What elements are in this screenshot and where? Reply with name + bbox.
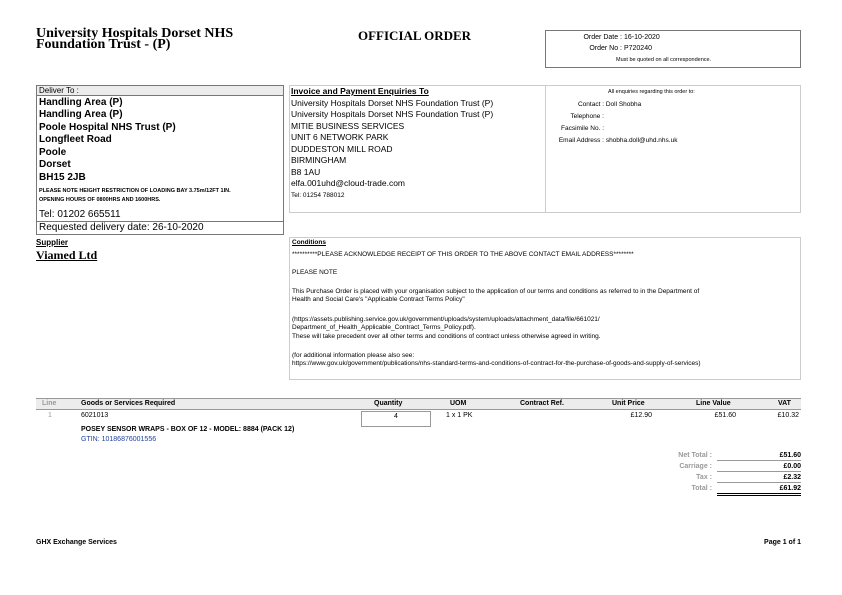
table-row (36, 410, 801, 446)
carriage-label: Carriage : (679, 463, 712, 470)
col-unit-price: Unit Price (612, 400, 645, 407)
invoice-line: BIRMINGHAM (291, 155, 347, 165)
row-item-code: 6021013 (81, 412, 109, 419)
conditions-link[interactable]: https://www.gov.uk/government/publications/nhs-standard-terms-and-conditions-of-contract-for-the-purchase-of-goods-and-supply-of-services) (292, 360, 701, 367)
conditions-link[interactable]: (https://assets.publishing.service.gov.uk/government/uploads/system/uploads/attachment_data/file/661021/ (292, 316, 600, 323)
deliver-line: Poole Hospital NHS Trust (P) (39, 122, 176, 133)
facsimile-row (546, 125, 604, 133)
invoice-line: MITIE BUSINESS SERVICES (291, 121, 405, 131)
organisation-name (36, 28, 276, 50)
net-total-value: £51.60 (717, 451, 801, 461)
opening-hours-note: OPENING HOURS OF 0800HRS AND 1600HRS. (39, 197, 161, 203)
row-quantity: 4 (361, 411, 431, 427)
tax-value: £2.32 (717, 473, 801, 483)
order-no-row (546, 44, 652, 53)
footer-provider: GHX Exchange Services (36, 539, 117, 546)
col-vat: VAT (778, 400, 791, 407)
col-goods: Goods or Services Required (81, 400, 176, 407)
row-uom: 1 x 1 PK (446, 412, 473, 419)
conditions-ack: **********PLEASE ACKNOWLEDGE RECEIPT OF THIS ORDER TO THE ABOVE CONTACT EMAIL ADDRESS******** (292, 251, 634, 258)
row-description: POSEY SENSOR WRAPS - BOX OF 12 - MODEL: 8884 (PACK 12) (81, 426, 295, 433)
supplier-label: Supplier (36, 238, 69, 247)
row-line-value: £51.60 (714, 412, 736, 419)
order-date-label: Order Date : (583, 34, 622, 41)
supplier-name: Viamed Ltd (36, 248, 98, 262)
conditions-box (289, 237, 801, 380)
invoice-line: UNIT 6 NETWORK PARK (291, 132, 389, 142)
order-no-value: P720240 (623, 45, 652, 52)
invoice-tel: Tel: 01254 788012 (291, 192, 345, 199)
deliver-tel: Tel: 01202 665511 (39, 209, 121, 220)
order-info-box (545, 30, 801, 68)
conditions-text: These will take precedent over all other terms and conditions of contract unless otherwise agreed in writing. (292, 333, 601, 340)
contact-row (546, 101, 641, 109)
row-gtin: GTIN: 10186876001556 (81, 436, 157, 443)
col-quantity: Quantity (374, 400, 403, 407)
quote-note: Must be quoted on all correspondence. (616, 57, 712, 63)
conditions-text: Health and Social Care's "Applicable Contract Terms Policy" (292, 296, 465, 303)
invoice-line: B8 1AU (291, 167, 321, 177)
invoice-line: University Hospitals Dorset NHS Foundation Trust (P) (291, 109, 494, 119)
total-label: Total : (691, 485, 712, 492)
height-restriction-note: PLEASE NOTE HEIGHT RESTRICTION OF LOADING BAY 3.75m/12FT 1IN. (39, 188, 231, 194)
email-row (546, 137, 677, 145)
deliver-line: Poole (39, 147, 67, 158)
organisation-name-line1: University Hospitals Dorset NHS (36, 26, 234, 41)
facsimile-label: Facsimile No. : (561, 125, 604, 132)
row-line-number: 1 (48, 412, 52, 419)
tax-label: Tax : (696, 474, 712, 481)
contact-label: Contact : (577, 101, 604, 108)
conditions-text: This Purchase Order is placed with your organisation subject to the application of our terms and conditions as referred to in the Department of (292, 288, 700, 295)
telephone-label: Telephone : (570, 113, 604, 120)
items-table-header (36, 398, 801, 410)
conditions-please-note: PLEASE NOTE (292, 269, 338, 276)
telephone-row (546, 113, 604, 121)
order-no-label: Order No : (589, 45, 622, 52)
deliver-postcode: BH15 2JB (39, 172, 86, 183)
deliver-to-box (36, 85, 284, 235)
deliver-to-heading: Deliver To : (37, 86, 283, 96)
col-contract-ref: Contract Ref. (520, 400, 564, 407)
deliver-line: Longfleet Road (39, 134, 112, 145)
document-title: OFFICIAL ORDER (358, 28, 472, 43)
order-date-row (546, 33, 660, 42)
net-total-label: Net Total : (678, 452, 712, 459)
deliver-line: Handling Area (P) (39, 109, 123, 120)
requested-delivery-date: Requested delivery date: 26-10-2020 (39, 222, 204, 233)
invoice-email: elfa.001uhd@cloud-trade.com (291, 178, 406, 188)
conditions-heading: Conditions (292, 239, 326, 246)
invoice-line: University Hospitals Dorset NHS Foundation Trust (P) (291, 98, 494, 108)
page-number: Page 1 of 1 (764, 539, 801, 546)
conditions-link[interactable]: Department_of_Health_Applicable_Contract_Terms_Policy.pdf). (292, 324, 476, 331)
col-line-value: Line Value (696, 400, 731, 407)
deliver-line: Handling Area (P) (39, 97, 123, 108)
contact-value: Doll Shobha (605, 101, 642, 108)
organisation-name-line2: Foundation Trust - (P) (36, 37, 171, 52)
row-unit-price: £12.90 (630, 412, 652, 419)
email-label: Email Address : (558, 137, 604, 144)
deliver-line: Dorset (39, 159, 71, 170)
carriage-value: £0.00 (717, 462, 801, 472)
total-value: £61.92 (717, 484, 801, 496)
row-vat: £10.32 (777, 412, 799, 419)
contact-heading: All enquiries regarding this order to: (608, 89, 695, 95)
invoice-heading: Invoice and Payment Enquiries To (291, 86, 429, 96)
col-line: Line (42, 400, 57, 407)
col-uom: UOM (450, 400, 467, 407)
contact-box (545, 85, 801, 213)
invoice-box (289, 85, 546, 213)
email-value[interactable]: shobha.doll@uhd.nhs.uk (605, 137, 678, 144)
order-date-value: 16-10-2020 (623, 34, 660, 41)
conditions-text: (for additional information please also see: (292, 352, 415, 359)
invoice-line: DUDDESTON MILL ROAD (291, 144, 393, 154)
